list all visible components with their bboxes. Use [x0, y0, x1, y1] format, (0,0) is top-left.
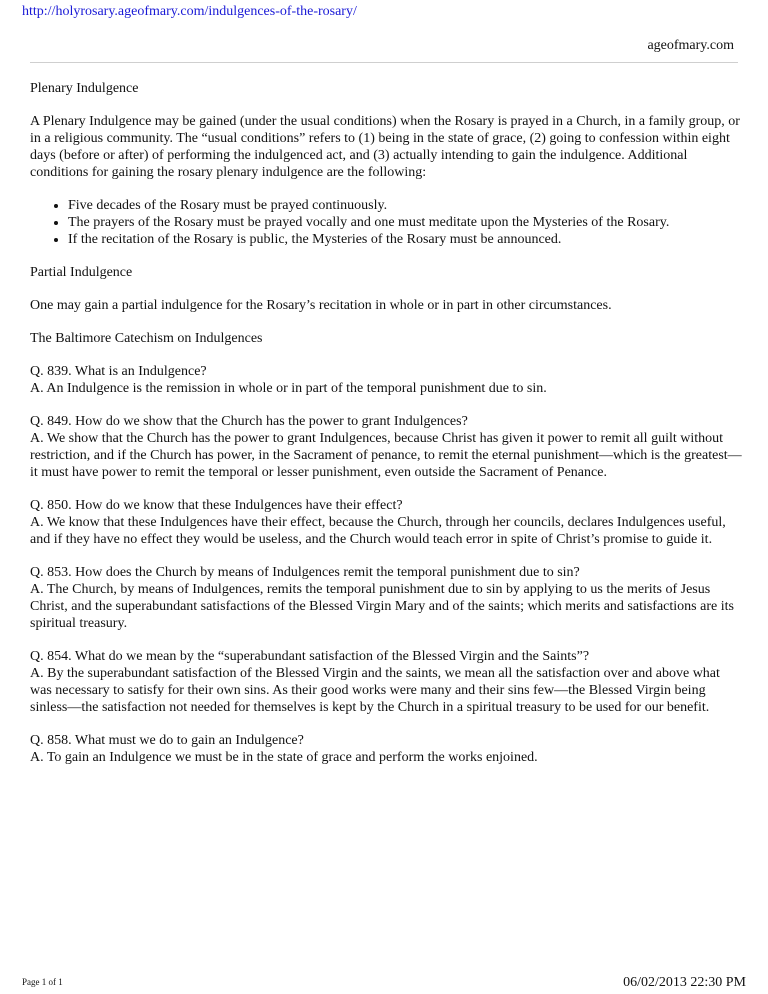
answer: A. An Indulgence is the remission in whole or in part of the temporal punishment due to sin. [30, 381, 547, 396]
list-item: • If the recitation of the Rosary is public, the Mysteries of the Rosary must be announced. [68, 231, 742, 248]
question: Q. 849. How do we show that the Church has the power to grant Indulgences? [30, 414, 468, 429]
article-body [30, 80, 742, 782]
answer: A. We show that the Church has the power to grant Indulgences, because Christ has given it power to remit all guilt without restriction, and if the Church has power, in the Sacrament of penance, to remit the eternal punishment—which is the greatest—it must have power to remit the temporal or lesser punishment, even outside the Sacrament of Penance. [30, 431, 742, 480]
qa-item [30, 564, 742, 632]
conditions-list [30, 197, 742, 248]
answer: A. To gain an Indulgence we must be in the state of grace and perform the works enjoined. [30, 750, 538, 765]
list-item: • Five decades of the Rosary must be prayed continuously. [68, 197, 742, 214]
plenary-heading: Plenary Indulgence [30, 81, 139, 96]
qa-item [30, 648, 742, 716]
catechism-heading: The Baltimore Catechism on Indulgences [30, 331, 263, 346]
answer: A. By the superabundant satisfaction of the Blessed Virgin and the saints, we mean all the satisfaction over and above what was necessary to satisfy for their own sins. As their good works were many and their sins few—the Blessed Virgin being sinless—the satisfaction not needed for themselves is kept by the Church in a spiritual treasury to be used for our benefit. [30, 666, 720, 715]
question: Q. 854. What do we mean by the “superabundant satisfaction of the Blessed Virgin and the Saints”? [30, 649, 590, 664]
qa-item [30, 363, 742, 397]
page-url-link[interactable]: http://holyrosary.ageofmary.com/indulgences-of-the-rosary/ [22, 4, 357, 19]
list-item: • The prayers of the Rosary must be prayed vocally and one must meditate upon the Mysteries of the Rosary. [68, 214, 742, 231]
site-name: ageofmary.com [647, 38, 734, 53]
partial-paragraph: One may gain a partial indulgence for the Rosary’s recitation in whole or in part in other circumstances. [30, 298, 612, 313]
question: Q. 853. How does the Church by means of Indulgences remit the temporal punishment due to sin? [30, 565, 580, 580]
answer: A. We know that these Indulgences have their effect, because the Church, through her councils, declares Indulgences useful, and if they have no effect they would be useless, and the Church would teach error in spite of Christ’s promise to guide it. [30, 515, 726, 547]
qa-item [30, 497, 742, 548]
print-timestamp: 06/02/2013 22:30 PM [623, 975, 746, 990]
header-divider [30, 62, 738, 63]
partial-heading: Partial Indulgence [30, 265, 133, 280]
question: Q. 858. What must we do to gain an Indulgence? [30, 733, 304, 748]
answer: A. The Church, by means of Indulgences, remits the temporal punishment due to sin by applying to us the merits of Jesus Christ, and the superabundant satisfactions of the Blessed Virgin Mary and of the saints; which merits and satisfactions are its spiritual treasury. [30, 582, 734, 631]
question: Q. 850. How do we know that these Indulgences have their effect? [30, 498, 403, 513]
qa-item [30, 732, 742, 766]
page-number: Page 1 of 1 [22, 977, 63, 987]
qa-item [30, 413, 742, 481]
question: Q. 839. What is an Indulgence? [30, 364, 207, 379]
plenary-paragraph: A Plenary Indulgence may be gained (under the usual conditions) when the Rosary is prayed in a Church, in a family group, or in a religious community. The “usual conditions” refers to (1) being in the state of grace, (2) going to confession within eight days (before or after) of performing the indulgenced act, and (3) actually intending to gain the indulgence. Additional conditions for gaining the rosary plenary indulgence are the following: [30, 114, 740, 180]
